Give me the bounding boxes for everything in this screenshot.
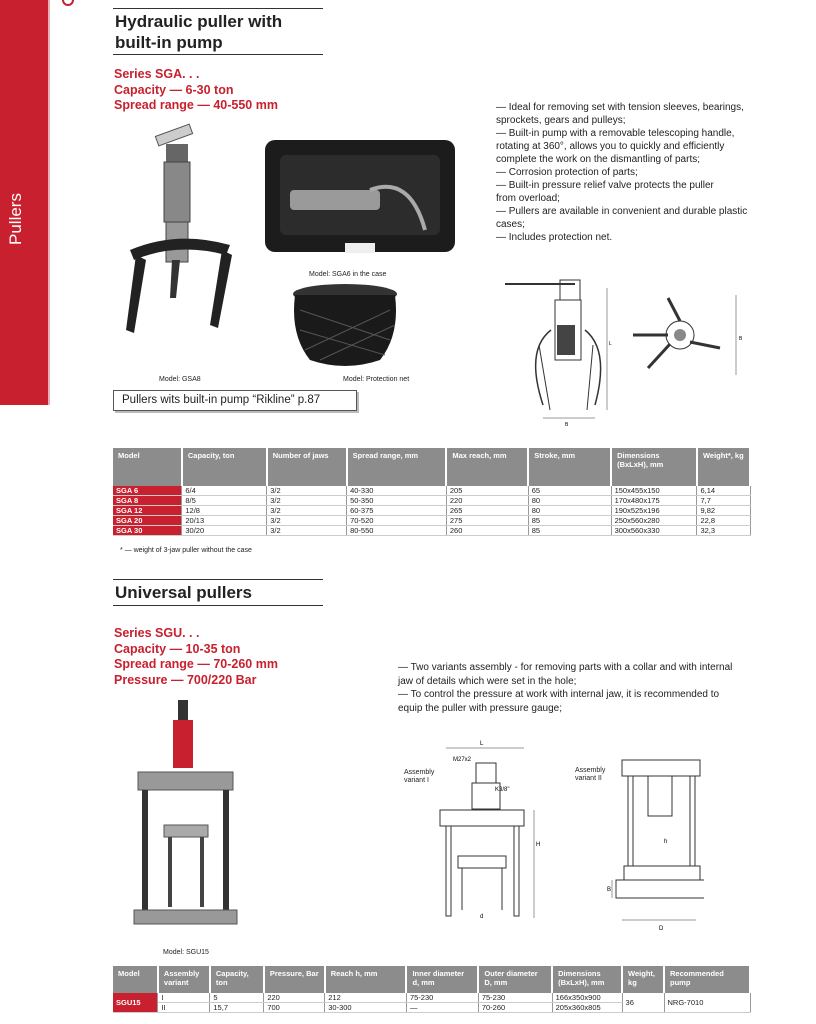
cell: 166x350x900 (552, 993, 622, 1003)
table-row (113, 486, 750, 496)
cell: 170x480x175 (611, 496, 697, 506)
dim-label-d-big: D (659, 926, 664, 932)
cell: 22,8 (697, 516, 750, 526)
title-line: built-in pump (115, 33, 223, 52)
cell: 212 (325, 993, 407, 1003)
series-line: Series SGA. . . (114, 67, 200, 81)
cell: 300x560x330 (611, 526, 697, 536)
cell: 80 (528, 506, 611, 516)
cell: 260 (446, 526, 528, 536)
col-header: Inner diameter d, mm (406, 966, 478, 993)
series-line: Spread range — 40-550 mm (114, 98, 278, 112)
variant1-drawing (436, 738, 548, 928)
variant-label-line: Assembly (404, 769, 435, 776)
col-header: Capacity, ton (182, 448, 267, 486)
rikline-reference-link[interactable]: Pullers wits built-in pump “Rikline” p.87 (113, 390, 357, 411)
variant-label-line: Assembly (575, 767, 606, 774)
feature-line: — Corrosion protection of parts; (496, 167, 638, 178)
col-header: Spread range, mm (347, 448, 447, 486)
feature-line: — Built-in pressure relief valve protects the puller (496, 180, 714, 191)
caption-gsa8: Model: GSA8 (159, 376, 201, 383)
dim-label-h-small: h (664, 839, 668, 845)
series-line: Capacity — 6-30 ton (114, 82, 234, 97)
section1-title (115, 11, 282, 53)
cell: 3/2 (267, 526, 347, 536)
col-header: Dimensions (BxLxH), mm (611, 448, 697, 486)
cell: 205x360x805 (552, 1003, 622, 1013)
sga-spec-table (113, 448, 751, 536)
cell: 85 (528, 516, 611, 526)
col-header: Model (113, 448, 182, 486)
dim-label-b2: B (607, 887, 612, 893)
variant2-label (575, 767, 605, 783)
brand-logo-icon (62, 0, 74, 6)
cell: 8/5 (182, 496, 267, 506)
cell: 275 (446, 516, 528, 526)
dim-label-k38: K3/8" (495, 787, 510, 793)
col-header: Dimensions (BxLxH), mm (552, 966, 622, 993)
cell: 60-375 (347, 506, 447, 516)
sga-technical-drawing (495, 270, 645, 430)
side-tab-label: Pullers (6, 193, 25, 245)
cell: 190x525x196 (611, 506, 697, 516)
sgu15-puller-image (128, 700, 243, 940)
cell-model: SGU15 (113, 993, 158, 1013)
cell: 70-260 (478, 1003, 552, 1013)
cell: 6,14 (697, 486, 750, 496)
cell: 30-300 (325, 1003, 407, 1013)
cell: 5 (210, 993, 264, 1003)
side-divider (48, 0, 50, 405)
title-rule (113, 605, 323, 606)
feature-line: rotating at 360°, allows you to quickly and efficiently (496, 141, 725, 152)
cell: 700 (264, 1003, 325, 1013)
col-header: Pressure, Bar (264, 966, 325, 993)
table-row (113, 496, 750, 506)
variant1-label (404, 769, 434, 785)
feature-line: — Built-in pump with a removable telescoping handle, (496, 128, 735, 139)
title-line: Hydraulic puller with (115, 12, 283, 31)
col-header: Assembly variant (158, 966, 210, 993)
cell-weight: 36 (622, 993, 664, 1013)
feature-line: — Includes protection net. (496, 232, 613, 243)
dim-label-width: B (565, 422, 569, 428)
sgu-spec-table (113, 966, 751, 1013)
feature-line: complete the work on the dismantling of parts; (496, 154, 700, 165)
cell: 12/8 (182, 506, 267, 516)
cell: 75-230 (406, 993, 478, 1003)
variant-label-line: variant I (404, 777, 429, 784)
cell-model: SGA 6 (113, 486, 182, 496)
cell: 3/2 (267, 516, 347, 526)
col-header: Stroke, mm (528, 448, 611, 486)
table-row (113, 516, 750, 526)
series-line: Capacity — 10-35 ton (114, 641, 241, 656)
col-header: Outer diameter D, mm (478, 966, 552, 993)
cell: 15,7 (210, 1003, 264, 1013)
cell: 6/4 (182, 486, 267, 496)
table-row (113, 526, 750, 536)
table-row (113, 993, 750, 1003)
dim-label-b: B (739, 336, 743, 342)
col-header: Weight, kg (622, 966, 664, 993)
cell-model: SGA 30 (113, 526, 182, 536)
cell: 220 (264, 993, 325, 1003)
variant-label-line: variant II (575, 775, 602, 782)
cell-pump: NRG-7010 (664, 993, 750, 1013)
col-header: Weight*, kg (697, 448, 750, 486)
dim-label-l: L (480, 741, 484, 747)
cell: 30/20 (182, 526, 267, 536)
feature-line: — Two variants assembly - for removing parts with a collar and with internal (398, 662, 733, 673)
section2-series (114, 626, 278, 688)
col-header: Max reach, mm (446, 448, 528, 486)
cell: 80 (528, 496, 611, 506)
section2-title: Universal pullers (115, 583, 253, 602)
cell: 205 (446, 486, 528, 496)
col-header: Model (113, 966, 158, 993)
col-header: Capacity, ton (210, 966, 264, 993)
protection-net-image (280, 280, 410, 370)
series-line: Series SGU. . . (114, 626, 200, 640)
cell: 220 (446, 496, 528, 506)
cell: 75-230 (478, 993, 552, 1003)
caption-case: Model: SGA6 in the case (309, 271, 387, 278)
section1-features (496, 101, 747, 244)
cell: 150x455x150 (611, 486, 697, 496)
cell-model: SGA 12 (113, 506, 182, 516)
feature-line: — Ideal for removing set with tension sleeves, bearings, (496, 102, 744, 113)
feature-line: — Pullers are available in convenient and durable plastic (496, 206, 748, 217)
cell-model: SGA 8 (113, 496, 182, 506)
cell: 20/13 (182, 516, 267, 526)
cell: 3/2 (267, 496, 347, 506)
title-rule (113, 579, 323, 580)
feature-line: cases; (496, 219, 525, 230)
gsa8-puller-image (122, 120, 242, 345)
dim-label-l: L (609, 341, 612, 347)
feature-line: — To control the pressure at work with internal jaw, it is recommended to (398, 689, 720, 700)
cell: — (406, 1003, 478, 1013)
title-rule (113, 54, 323, 55)
cell: 70-520 (347, 516, 447, 526)
cell: 265 (446, 506, 528, 516)
cell: I (158, 993, 210, 1003)
col-header: Number of jaws (267, 448, 347, 486)
dim-label-m27: M27x2 (453, 757, 472, 763)
cell: II (158, 1003, 210, 1013)
cell: 7,7 (697, 496, 750, 506)
cell: 3/2 (267, 506, 347, 516)
cell: 85 (528, 526, 611, 536)
cell: 40-330 (347, 486, 447, 496)
title-rule (113, 8, 323, 9)
cell: 3/2 (267, 486, 347, 496)
dim-label-d: d (480, 914, 484, 920)
feature-line: jaw of details which were set in the hole; (398, 675, 577, 687)
table-row (113, 506, 750, 516)
caption-net: Model: Protection net (343, 376, 410, 383)
variant2-drawing (604, 748, 704, 936)
sga6-case-image (260, 135, 460, 260)
feature-line: sprockets, gears and pulleys; (496, 115, 626, 126)
col-header: Reach h, mm (325, 966, 407, 993)
series-line: Spread range — 70-260 mm (114, 657, 278, 671)
cell: 250x560x280 (611, 516, 697, 526)
caption-sgu15: Model: SGU15 (163, 949, 209, 956)
cell: 32,3 (697, 526, 750, 536)
cell-model: SGA 20 (113, 516, 182, 526)
cell: 65 (528, 486, 611, 496)
section2-features (398, 661, 732, 715)
dim-label-h: H (536, 842, 541, 848)
col-header: Recommended pump (664, 966, 750, 993)
sga-top-view-drawing (628, 290, 748, 380)
table-footnote: * — weight of 3-jaw puller without the case (120, 547, 252, 554)
series-line: Pressure — 700/220 Bar (114, 672, 257, 687)
feature-line: equip the puller with pressure gauge; (398, 702, 562, 714)
cell: 80-550 (347, 526, 447, 536)
cell: 9,82 (697, 506, 750, 516)
side-tab (0, 0, 48, 405)
cell: 50-350 (347, 496, 447, 506)
feature-line: from overload; (496, 193, 560, 204)
section1-series (114, 67, 278, 114)
